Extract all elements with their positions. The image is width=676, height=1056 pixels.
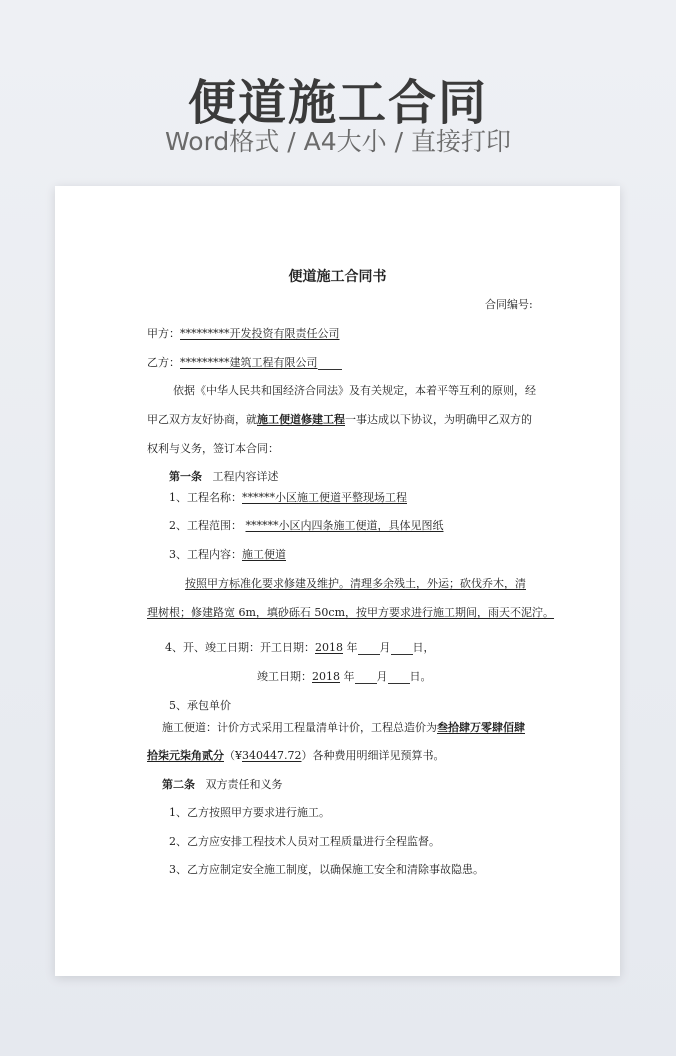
price-post: ）各种费用明细详见预算书。 <box>301 749 445 762</box>
article-1-title: 工程内容详述 <box>212 470 279 483</box>
party-b-name: *********建筑工程有限公司 <box>180 356 318 369</box>
start-month-blank <box>358 643 380 655</box>
price-line-1 <box>162 721 525 735</box>
article-1-heading <box>169 470 279 484</box>
party-b-blank <box>318 358 342 370</box>
intro-line-2 <box>147 413 532 427</box>
price-pre: 施工便道：计价方式采用工程量清单计价，工程总造价为 <box>162 721 437 734</box>
end-month-blank <box>355 672 377 684</box>
document-title: 便道施工合同书 <box>288 269 387 285</box>
end-period: 。 <box>420 670 432 683</box>
price-number: 340447.72 <box>242 749 302 762</box>
party-a-label: 甲方： <box>147 327 180 340</box>
end-day-unit: 日 <box>409 670 421 683</box>
end-year-unit: 年 <box>343 670 355 683</box>
party-a-name: *********开发投资有限责任公司 <box>180 327 340 340</box>
item-4-label: 4、开、竣工日期： <box>165 641 260 654</box>
schedule-end <box>257 670 432 684</box>
end-year: 2018 <box>312 670 340 683</box>
intro-line-3: 权利与义务，签订本合同： <box>147 442 279 455</box>
article-2-item-3: 3、乙方应制定安全施工制度，以确保施工安全和清除事故隐患。 <box>169 863 484 876</box>
item-3-value: 施工便道 <box>242 548 286 561</box>
article-2-item-1: 1、乙方按照甲方要求进行施工。 <box>169 806 330 819</box>
start-day-unit: 日 <box>412 641 424 654</box>
work-description-line-1: 按照甲方标准化要求修建及维护。清理多余残土，外运；砍伐乔木，清 <box>185 577 526 590</box>
article-1-item-5: 5、承包单价 <box>169 699 231 712</box>
contract-number-label: 合同编号: <box>485 298 533 311</box>
start-year-unit: 年 <box>346 641 358 654</box>
price-in-words-2: 拾柒元柒角贰分 <box>147 749 224 762</box>
article-2-title: 双方责任和义务 <box>205 778 283 791</box>
article-1-item-2 <box>169 519 444 533</box>
price-paren: （¥ <box>224 749 242 762</box>
end-date-label: 竣工日期： <box>257 670 312 683</box>
start-month-unit: 月 <box>379 641 391 654</box>
item-3-label: 3、工程内容： <box>169 548 242 561</box>
party-a <box>147 327 340 341</box>
project-name: 施工便道修建工程 <box>257 413 345 426</box>
item-1-value: ******小区施工便道平整现场工程 <box>242 491 407 504</box>
intro-line-2-post: 一事达成以下协议，为明确甲乙双方的 <box>345 413 532 426</box>
article-1-item-1 <box>169 491 407 505</box>
intro-line-2-pre: 甲乙双方友好协商，就 <box>147 413 257 426</box>
party-b-label: 乙方： <box>147 356 180 369</box>
price-line-2 <box>147 749 445 763</box>
article-1-number: 第一条 <box>169 470 202 483</box>
article-2-number: 第二条 <box>162 778 195 791</box>
article-2-heading <box>162 778 283 792</box>
start-date-label: 开工日期： <box>260 641 315 654</box>
item-2-label: 2、工程范围： <box>169 519 242 532</box>
document-page <box>55 186 620 976</box>
item-1-label: 1、工程名称： <box>169 491 242 504</box>
end-month-unit: 月 <box>376 670 388 683</box>
page-title: 便道施工合同 <box>187 75 488 131</box>
page-subtitle: Word格式 / A4大小 / 直接打印 <box>165 127 511 156</box>
start-year: 2018 <box>315 641 343 654</box>
price-in-words-1: 叁拾肆万零肆佰肆 <box>437 721 525 734</box>
start-day-blank <box>391 643 413 655</box>
work-description-line-2: 理树根；修建路宽 6m，填砂砾石 50cm，按甲方要求进行施工期间，雨天不泥泞。 <box>147 606 555 619</box>
end-day-blank <box>388 672 410 684</box>
item-2-value: ******小区内四条施工便道，具体见图纸 <box>245 519 444 532</box>
article-1-item-3 <box>169 548 286 562</box>
party-b <box>147 356 342 370</box>
article-2-item-2: 2、乙方应安排工程技术人员对工程质量进行全程监督。 <box>169 835 440 848</box>
start-comma: ， <box>423 641 435 654</box>
schedule-start <box>165 641 435 655</box>
intro-line-1: 依据《中华人民共和国经济合同法》及有关规定，本着平等互利的原则，经 <box>173 384 536 397</box>
